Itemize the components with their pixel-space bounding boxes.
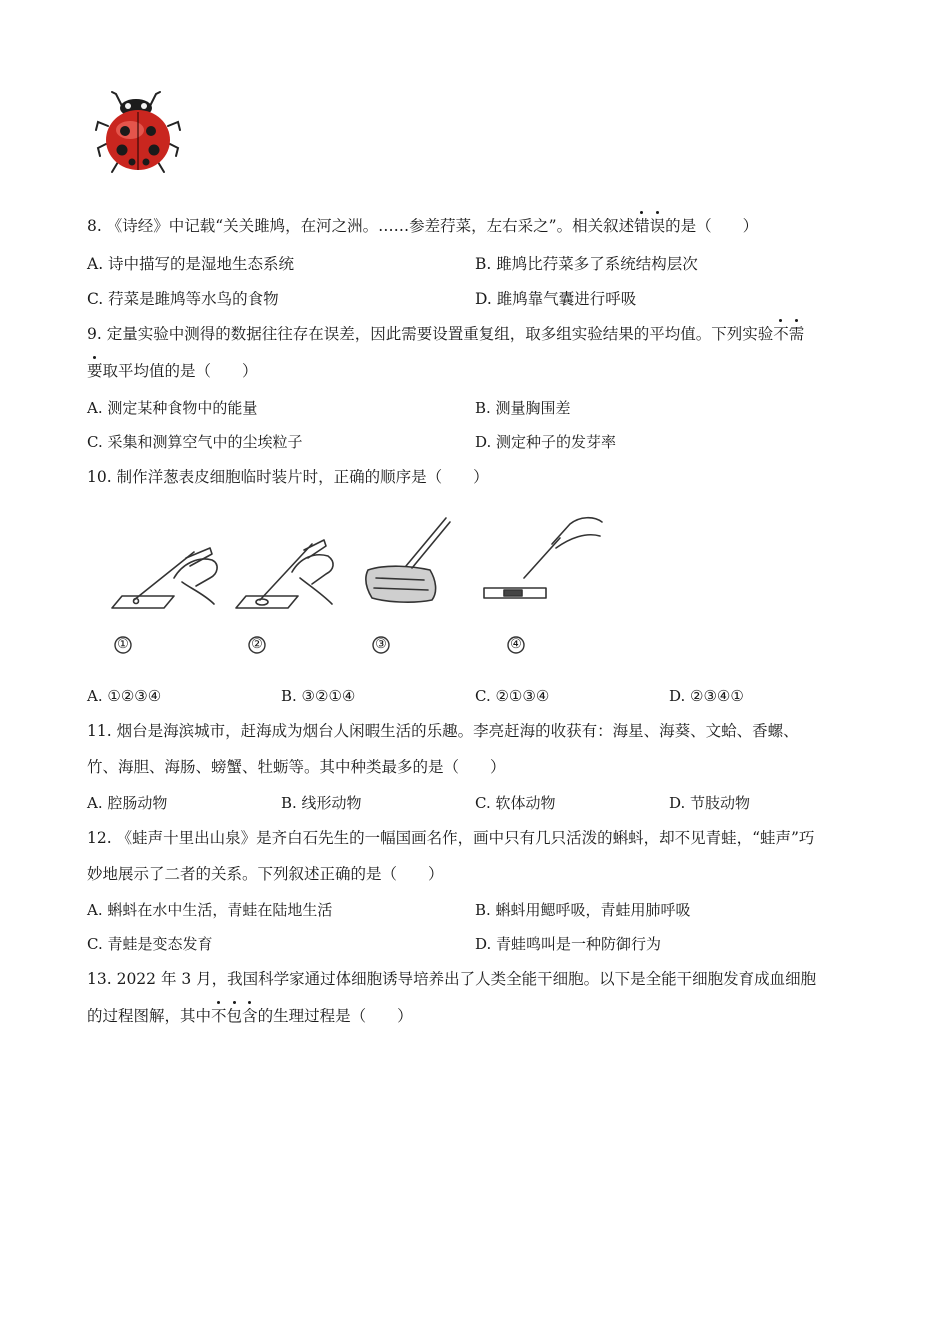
- q10-option-b[interactable]: B. ③②①④: [281, 687, 356, 705]
- q8-option-a[interactable]: A. 诗中描写的是湿地生态系统: [87, 255, 295, 273]
- q12-option-b[interactable]: B. 蝌蚪用鳃呼吸，青蛙用肺呼吸: [475, 901, 691, 919]
- q13-stem-line1: 13. 2022 年 3 月，我国科学家通过体细胞诱导培养出了人类全能干细胞。以下是全能干细胞发育成血细胞: [87, 970, 817, 988]
- q11-option-c[interactable]: C. 软体动物: [475, 794, 556, 812]
- figure-label-2: ②: [251, 637, 263, 652]
- q9-stem-line1: 9. 定量实验中测得的数据往往存在误差，因此需要设置重复组，取多组实验结果的平均值。下列实验不需: [87, 325, 805, 343]
- q9-option-b[interactable]: B. 测量胸围差: [475, 399, 571, 417]
- q11-option-d[interactable]: D. 节肢动物: [669, 794, 751, 812]
- q11-stem-line1: 11. 烟台是海滨城市，赶海成为烟台人闲暇生活的乐趣。李亮赶海的收获有：海星、海葵、文蛤、香螺、: [87, 722, 799, 740]
- q9-option-d[interactable]: D. 测定种子的发芽率: [475, 433, 617, 451]
- q12-option-a[interactable]: A. 蝌蚪在水中生活，青蛙在陆地生活: [87, 901, 333, 919]
- step4-cover-slip-icon: [484, 518, 602, 598]
- q8-option-b[interactable]: B. 雎鸠比荇菜多了系统结构层次: [475, 255, 698, 273]
- figure-label-3: ③: [375, 637, 387, 652]
- slide-procedure-figure: [86, 508, 616, 658]
- q8-option-c[interactable]: C. 荇菜是雎鸠等水鸟的食物: [87, 290, 279, 308]
- ladybug-figure: [92, 86, 184, 178]
- q13-stem-line2: 的过程图解，其中不包含的生理过程是（ ）: [87, 1007, 413, 1025]
- q11-stem-line2: 竹、海胆、海肠、螃蟹、牡蛎等。其中种类最多的是（ ）: [87, 758, 506, 776]
- q10-stem: 10. 制作洋葱表皮细胞临时装片时，正确的顺序是（ ）: [87, 468, 489, 486]
- q10-option-d[interactable]: D. ②③④①: [669, 687, 744, 705]
- q9-stem-line2: 要取平均值的是（ ）: [87, 362, 258, 380]
- figure-label-4: ④: [510, 637, 522, 652]
- q8-stem: 8. 《诗经》中记载“关关雎鸠，在河之洲。……参差荇菜，左右采之”。相关叙述错误的是（ ）: [87, 217, 759, 235]
- q9-option-a[interactable]: A. 测定某种食物中的能量: [87, 399, 258, 417]
- q12-option-d[interactable]: D. 青蛙鸣叫是一种防御行为: [475, 935, 662, 953]
- q12-option-c[interactable]: C. 青蛙是变态发育: [87, 935, 213, 953]
- q10-option-a[interactable]: A. ①②③④: [87, 687, 162, 705]
- step2-place-sample-icon: [236, 540, 333, 608]
- q12-stem-line1: 12. 《蛙声十里出山泉》是齐白石先生的一幅国画名作，画中只有几只活泼的蝌蚪，却不见青蛙，“蛙声”巧: [87, 829, 815, 847]
- q8-option-d[interactable]: D. 雎鸠靠气囊进行呼吸: [475, 290, 637, 308]
- figure-label-1: ①: [117, 637, 129, 652]
- step1-drip-water-icon: [112, 548, 217, 608]
- step3-peel-epidermis-icon: [366, 518, 450, 602]
- q11-option-a[interactable]: A. 腔肠动物: [87, 794, 168, 812]
- q9-option-c[interactable]: C. 采集和测算空气中的尘埃粒子: [87, 433, 303, 451]
- q12-stem-line2: 妙地展示了二者的关系。下列叙述正确的是（ ）: [87, 865, 444, 883]
- q11-option-b[interactable]: B. 线形动物: [281, 794, 362, 812]
- q10-option-c[interactable]: C. ②①③④: [475, 687, 550, 705]
